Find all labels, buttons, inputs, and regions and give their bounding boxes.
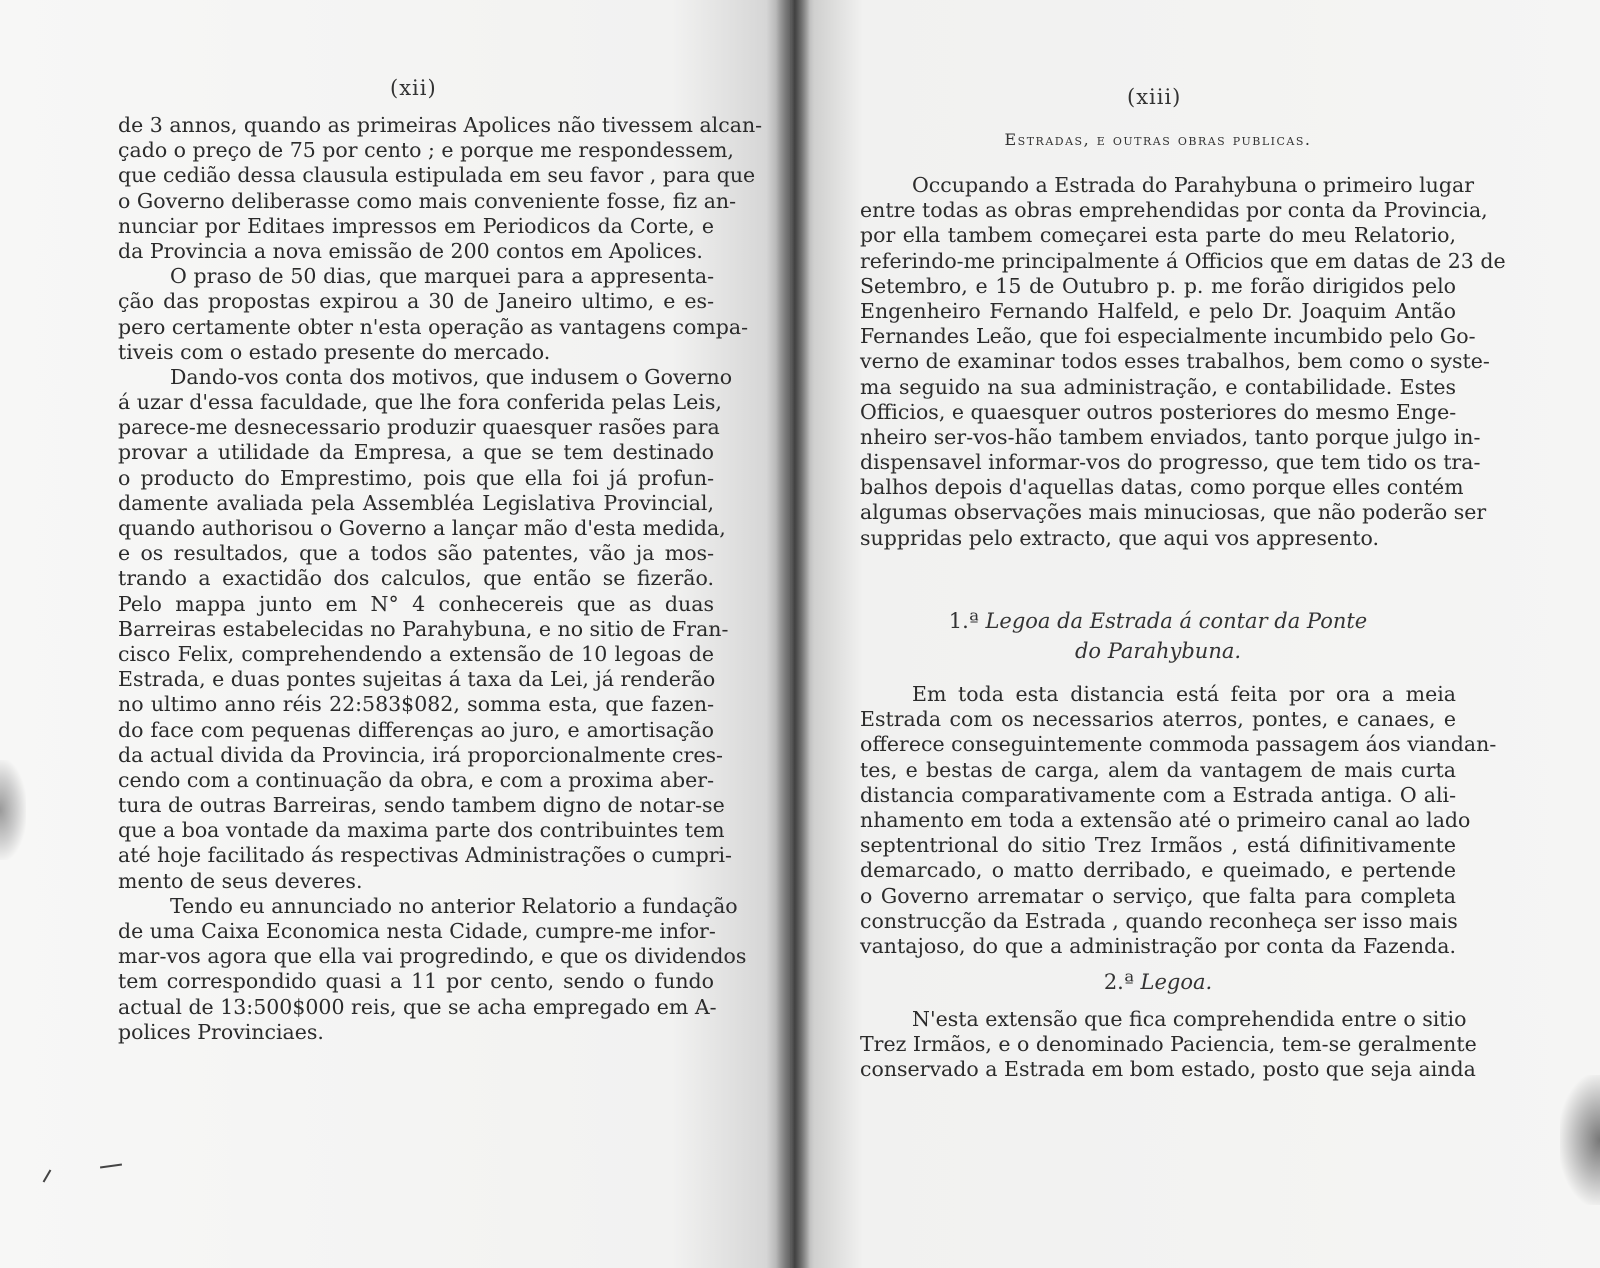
text-line: tes, e bestas de carga, alem da vantagem de mais curta xyxy=(860,757,1456,782)
text-line: algumas observações mais minuciosas, que não poderão ser xyxy=(860,500,1487,525)
text-line: suppridas pelo extracto, que aqui vos appresento. xyxy=(860,525,1379,550)
text-line: de 3 annos, quando as primeiras Apolices não tivessem alcan- xyxy=(118,113,763,137)
subheading-first-league xyxy=(860,606,1456,666)
text-line: Em toda esta distancia está feita por ora a meia xyxy=(912,682,1456,706)
text-line: tem correspondido quasi a 11 por cento, sendo o fundo xyxy=(118,969,714,994)
text-line: Engenheiro Fernando Halfeld, e pelo Dr. Joaquim Antão xyxy=(860,298,1456,323)
text-line: parece-me desnecessario produzir quaesquer rasões para xyxy=(118,415,720,440)
left-page-number: (xii) xyxy=(390,76,437,100)
subheading-number: 1.ª xyxy=(948,609,979,633)
text-line: mento de seus deveres. xyxy=(118,868,363,893)
subheading-line-1: Legoa da Estrada á contar da Ponte xyxy=(985,609,1368,633)
text-line: cendo com a continuação da obra, e com a proxima aber- xyxy=(118,767,714,792)
text-line: de uma Caixa Economica nesta Cidade, cumpre-me infor- xyxy=(118,919,716,943)
text-line: que a boa vontade da maxima parte dos contribuintes tem xyxy=(118,818,725,843)
text-line: no ultimo anno réis 22:583$082, somma esta, que fazen- xyxy=(118,692,714,717)
text-line: conservado a Estrada em bom estado, posto que seja ainda xyxy=(860,1057,1476,1082)
text-line: que cedião dessa clausula estipulada em seu favor , para que xyxy=(118,163,756,188)
text-line: trando a exactidão dos calculos, que então se fizerão. xyxy=(118,566,714,591)
text-line: Tendo eu annunciado no anterior Relatorio a fundação xyxy=(170,893,738,918)
text-line: ma seguido na sua administração, e contabilidade. Estes xyxy=(860,374,1456,399)
subheading-text: Legoa. xyxy=(1140,970,1213,994)
text-line: mar-vos agora que ella vai progredindo, e que os dividendos xyxy=(118,944,747,969)
text-line: ção das propostas expirou a 30 de Janeiro ultimo, e es- xyxy=(118,289,714,314)
text-line: nhamento em toda a extensão até o primeiro canal ao lado xyxy=(860,807,1471,832)
text-line: actual de 13:500$000 reis, que se acha empregado em A- xyxy=(118,994,717,1019)
text-line: Estrada com os necessarios aterros, pontes, e canaes, e xyxy=(860,707,1456,732)
text-line: por ella tambem começarei esta parte do meu Relatorio, xyxy=(860,223,1456,248)
section-title: Estradas, e outras obras publicas. xyxy=(1004,130,1312,149)
right-paragraph-2 xyxy=(860,682,1497,959)
text-line: demarcado, o matto derribado, e queimado, e pertende xyxy=(860,858,1456,883)
right-page-number: (xiii) xyxy=(1127,85,1182,109)
text-line: até hoje facilitado ás respectivas Administrações o cumpri- xyxy=(118,843,732,868)
text-line: nunciar por Editaes impressos em Periodicos da Corte, e xyxy=(118,213,714,238)
text-line: Fernandes Leão, que foi especialmente incumbido pelo Go- xyxy=(860,324,1476,349)
text-line: da Provincia a nova emissão de 200 contos em Apolices. xyxy=(118,238,703,263)
page-edge-shadow-right xyxy=(1560,1075,1600,1205)
text-line: Estrada, e duas pontes sujeitas á taxa da Lei, já renderão xyxy=(118,667,716,692)
text-line: o producto do Emprestimo, pois que ella foi já profun- xyxy=(118,465,714,490)
subheading-second-league xyxy=(860,970,1456,994)
text-line: O praso de 50 dias, que marquei para a appresenta- xyxy=(170,264,714,289)
text-line: Dando-vos conta dos motivos, que indusem o Governo xyxy=(170,364,733,389)
text-line: damente avaliada pela Assembléa Legislativa Provincial, xyxy=(118,490,714,515)
text-line: polices Provinciaes. xyxy=(118,1019,324,1044)
text-line: N'esta extensão que fica comprehendida entre o sitio xyxy=(912,1007,1467,1031)
text-line: tiveis com o estado presente do mercado. xyxy=(118,339,551,364)
text-line: provar a utilidade da Empresa, a que se tem destinado xyxy=(118,440,714,465)
text-line: septentrional do sitio Trez Irmãos , está difinitivamente xyxy=(860,833,1456,858)
text-line: do face com pequenas differenças ao juro, e amortisação xyxy=(118,717,714,742)
text-line: vantajoso, do que a administração por conta da Fazenda. xyxy=(860,933,1456,958)
text-line: entre todas as obras emprehendidas por conta da Provincia, xyxy=(860,198,1488,223)
text-line: Trez Irmãos, e o denominado Paciencia, tem-se geralmente xyxy=(860,1032,1477,1057)
book-gutter xyxy=(776,0,810,1268)
page-edge-shadow-left xyxy=(0,760,26,860)
text-line: e os resultados, que a todos são patentes, vão ja mos- xyxy=(118,541,714,566)
text-line: o Governo deliberasse como mais conveniente fosse, fiz an- xyxy=(118,188,737,213)
text-line: balhos depois d'aquellas datas, como porque elles contém xyxy=(860,475,1464,500)
subheading-number: 2.ª xyxy=(1103,970,1134,994)
text-line: distancia comparativamente com a Estrada antiga. O ali- xyxy=(860,782,1456,807)
text-line: çado o preço de 75 por cento ; e porque me respondessem, xyxy=(118,138,734,163)
text-line: nheiro ser-vos-hão tambem enviados, tanto porque julgo in- xyxy=(860,424,1481,449)
text-line: Occupando a Estrada do Parahybuna o primeiro lugar xyxy=(912,173,1475,197)
text-line: o Governo arrematar o serviço, que falta para completa xyxy=(860,883,1456,908)
text-line: da actual divida da Provincia, irá proporcionalmente cres- xyxy=(118,742,723,767)
text-line: Barreiras estabelecidas no Parahybuna, e no sitio de Fran- xyxy=(118,616,729,641)
text-line: Officios, e quaesquer outros posteriores do mesmo Enge- xyxy=(860,399,1457,424)
text-line: referindo-me principalmente á Officios que em datas de 23 de xyxy=(860,248,1506,273)
right-paragraph-3 xyxy=(860,1007,1477,1083)
text-line: pero certamente obter n'esta operação as vantagens compa- xyxy=(118,314,748,339)
text-line: á uzar d'essa faculdade, que lhe fora conferida pelas Leis, xyxy=(118,390,722,415)
subheading-line-2: do Parahybuna. xyxy=(1074,639,1242,663)
text-line: construcção da Estrada , quando reconheça ser isso mais xyxy=(860,908,1458,933)
text-line: verno de examinar todos esses trabalhos, bem como o syste- xyxy=(860,349,1490,374)
text-line: Setembro, e 15 de Outubro p. p. me forão dirigidos pelo xyxy=(860,273,1456,298)
right-paragraph-1 xyxy=(860,173,1506,551)
left-page-text xyxy=(118,113,763,1045)
text-line: offerece conseguintemente commoda passagem áos viandan- xyxy=(860,732,1497,757)
text-line: Pelo mappa junto em N° 4 conhecereis que as duas xyxy=(118,591,714,616)
text-line: cisco Felix, comprehendendo a extensão de 10 legoas de xyxy=(118,641,714,666)
text-line: tura de outras Barreiras, sendo tambem digno de notar-se xyxy=(118,793,725,818)
text-line: dispensavel informar-vos do progresso, que tem tido os tra- xyxy=(860,450,1481,475)
text-line: quando authorisou o Governo a lançar mão d'esta medida, xyxy=(118,516,726,540)
